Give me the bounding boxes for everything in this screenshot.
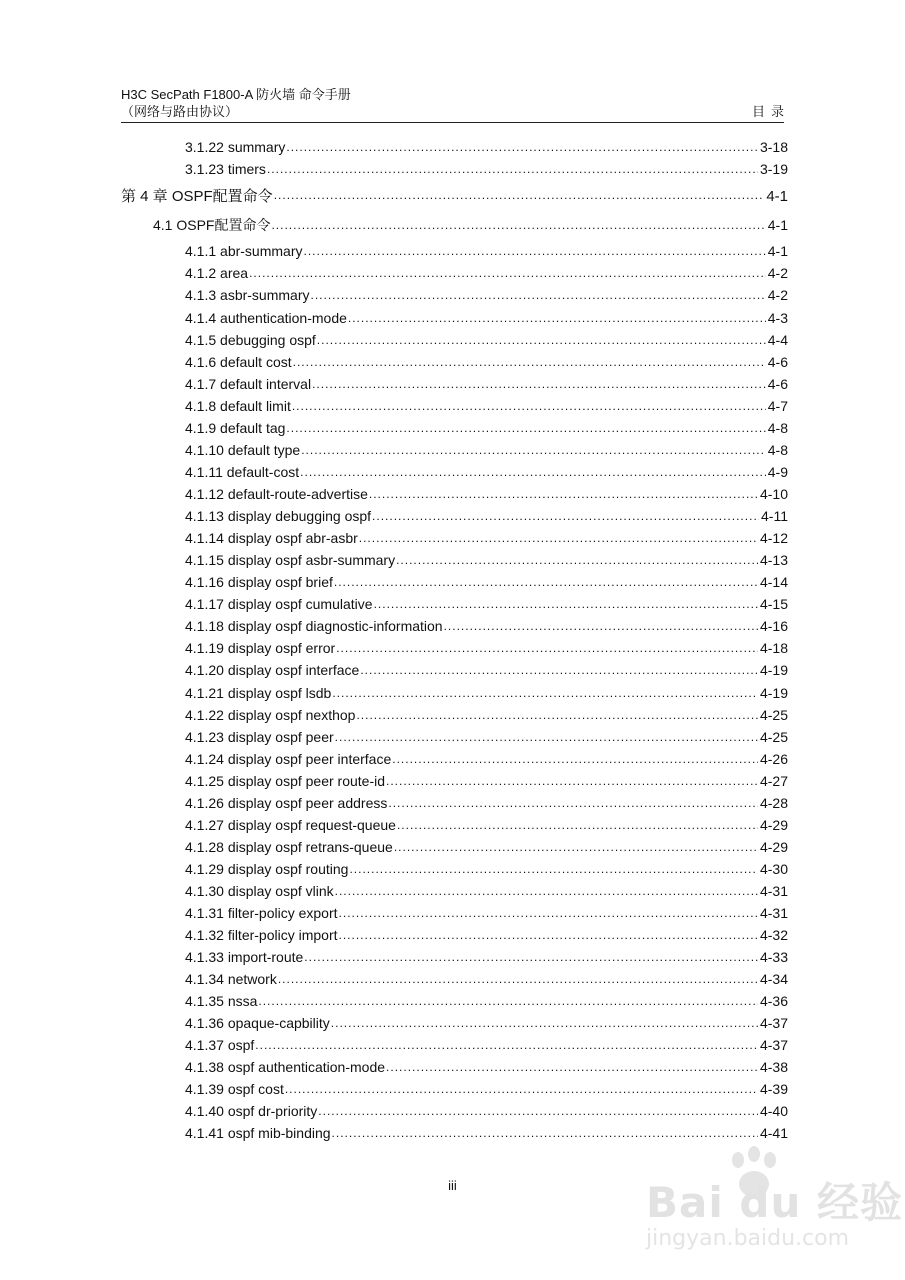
toc-entry-title: 4.1.18 display ospf diagnostic-information [185,618,443,634]
toc-entry-page: 4-4 [767,332,788,348]
toc-entry-title: 4.1.29 display ospf routing [185,861,349,877]
toc-entry[interactable] [121,187,788,207]
toc-entry[interactable] [185,573,788,591]
toc-entry-title: 4.1.32 filter-policy import [185,927,338,943]
toc-entry-title: 4.1.22 display ospf nexthop [185,707,356,723]
toc-entry-title: 4.1.1 abr-summary [185,243,303,259]
toc-entry[interactable] [185,617,788,635]
toc-entry-page: 4-16 [759,618,788,634]
toc-dot-leader [388,796,758,808]
toc-entry[interactable] [185,529,788,547]
toc-dot-leader [372,509,759,521]
toc-entry[interactable] [185,904,788,922]
toc-entry[interactable] [185,375,788,393]
toc-entry-page: 3-18 [759,139,788,155]
toc-entry-page: 4-34 [759,971,788,987]
toc-dot-leader [335,730,758,742]
toc-entry-title: 4.1.28 display ospf retrans-queue [185,839,393,855]
toc-entry-title: 4.1.11 default-cost [185,464,300,480]
toc-entry-page: 4-19 [759,685,788,701]
toc-entry-page: 4-14 [759,574,788,590]
toc-entry-page: 4-2 [767,287,788,303]
toc-entry-title: 4.1.15 display ospf asbr-summary [185,552,396,568]
toc-dot-leader [310,288,765,300]
toc-entry-page: 4-33 [759,949,788,965]
toc-dot-leader [304,950,758,962]
section-label: 目录 [751,104,790,119]
toc-dot-leader [339,928,758,940]
toc-entry-title: 4.1.37 ospf [185,1037,255,1053]
toc-entry-title: 4.1.14 display ospf abr-asbr [185,530,358,546]
toc-entry[interactable] [185,353,788,371]
toc-entry[interactable] [185,160,788,178]
toc-entry-page: 4-32 [759,927,788,943]
toc-entry-page: 4-25 [759,707,788,723]
toc-entry-page: 4-38 [759,1059,788,1075]
toc-entry-page: 4-28 [759,795,788,811]
toc-entry[interactable] [185,1036,788,1054]
toc-entry-title: 4.1.7 default interval [185,376,312,392]
toc-entry-page: 4-1 [767,217,788,233]
toc-entry-title: 4.1.25 display ospf peer route-id [185,773,386,789]
toc-entry[interactable] [185,1124,788,1142]
toc-dot-leader [278,972,758,984]
toc-dot-leader [396,553,758,565]
toc-dot-leader [332,686,758,698]
toc-entry-page: 4-31 [759,905,788,921]
toc-entry-page: 4-41 [759,1125,788,1141]
toc-entry[interactable] [185,639,788,657]
toc-dot-leader [334,575,758,587]
toc-entry-page: 4-8 [767,420,788,436]
toc-entry-page: 4-37 [759,1037,788,1053]
toc-entry-title: 4.1.35 nssa [185,993,258,1009]
toc-entry-title: 4.1.33 import-route [185,949,304,965]
toc-dot-leader [392,752,758,764]
toc-entry-title: 4.1.21 display ospf lsdb [185,685,332,701]
toc-entry[interactable] [185,309,788,327]
toc-entry[interactable] [185,728,788,746]
toc-entry[interactable] [185,926,788,944]
toc-entry-page: 4-9 [767,464,788,480]
toc-dot-leader [286,421,765,433]
toc-entry-title: 4.1.3 asbr-summary [185,287,310,303]
toc-entry-page: 4-36 [759,993,788,1009]
toc-entry-title: 4.1.40 ospf dr-priority [185,1103,318,1119]
toc-entry[interactable] [185,485,788,503]
toc-entry[interactable] [153,216,788,234]
toc-entry-page: 4-29 [759,839,788,855]
toc-dot-leader [303,244,765,256]
toc-entry-title: 4.1.2 area [185,265,249,281]
toc-entry-page: 4-1 [767,243,788,259]
toc-dot-leader [339,906,758,918]
toc-entry-page: 4-19 [759,662,788,678]
toc-entry-page: 4-12 [759,530,788,546]
toc-entry-title: 第 4 章 OSPF配置命令 [121,188,273,205]
toc-entry-page: 4-7 [767,398,788,414]
toc-dot-leader [332,1126,758,1138]
toc-dot-leader [317,333,766,345]
toc-entry-title: 4.1.9 default tag [185,420,286,436]
toc-entry[interactable] [185,595,788,613]
toc-entry[interactable] [185,286,788,304]
toc-entry[interactable] [185,441,788,459]
toc-entry-title: 4.1.4 authentication-mode [185,310,347,326]
toc-entry-title: 4.1.38 ospf authentication-mode [185,1059,386,1075]
toc-entry[interactable] [185,816,788,834]
toc-dot-leader [286,140,758,152]
toc-entry-title: 4.1.16 display ospf brief [185,574,333,590]
toc-dot-leader [331,1016,758,1028]
toc-entry[interactable] [185,860,788,878]
toc-entry[interactable] [185,882,788,900]
toc-entry-page: 4-39 [759,1081,788,1097]
toc-entry-title: 4.1.20 display ospf interface [185,662,360,678]
toc-dot-leader [249,266,766,278]
watermark-url: jingyan.baidu.com [646,1226,850,1251]
toc-entry-title: 4.1.17 display ospf cumulative [185,596,373,612]
toc-entry-page: 4-1 [766,188,788,205]
toc-entry-page: 4-15 [759,596,788,612]
toc-entry[interactable] [185,138,788,156]
toc-entry[interactable] [185,750,788,768]
toc-entry-title: 4.1.30 display ospf vlink [185,883,334,899]
toc-entry[interactable] [185,948,788,966]
toc-entry-title: 4.1.23 display ospf peer [185,729,334,745]
toc-dot-leader [444,619,758,631]
toc-entry-title: 4.1.19 display ospf error [185,640,336,656]
toc-entry[interactable] [185,551,788,569]
toc-entry-title: 4.1.31 filter-policy export [185,905,338,921]
toc-entry-page: 3-19 [759,161,788,177]
toc-entry[interactable] [185,1014,788,1032]
toc-dot-leader [397,818,758,830]
toc-dot-leader [359,531,758,543]
toc-dot-leader [360,663,758,675]
toc-entry-page: 4-27 [759,773,788,789]
toc-entry-page: 4-6 [767,354,788,370]
toc-entry-page: 4-11 [761,508,788,524]
toc-entry-title: 4.1.6 default cost [185,354,292,370]
toc-entry-page: 4-2 [767,265,788,281]
toc-dot-leader [369,487,758,499]
toc-entry-page: 4-18 [759,640,788,656]
toc-entry-title: 4.1.26 display ospf peer address [185,795,388,811]
toc-entry-page: 4-30 [759,861,788,877]
toc-dot-leader [274,189,765,201]
toc-entry-page: 4-13 [759,552,788,568]
toc-entry-page: 4-8 [767,442,788,458]
toc-entry-title: 3.1.23 timers [185,161,266,177]
toc-entry[interactable] [185,838,788,856]
toc-dot-leader [292,399,766,411]
toc-entry-title: 4.1.12 default-route-advertise [185,486,368,502]
toc-entry[interactable] [185,1058,788,1076]
toc-entry-page: 4-37 [759,1015,788,1031]
toc-dot-leader [318,1104,758,1116]
toc-entry-title: 4.1.24 display ospf peer interface [185,751,392,767]
toc-dot-leader [293,355,766,367]
toc-dot-leader [386,774,758,786]
toc-entry-title: 4.1.10 default type [185,442,301,458]
toc-entry[interactable] [185,331,788,349]
toc-entry-title: 4.1.5 debugging ospf [185,332,316,348]
toc-entry-title: 3.1.22 summary [185,139,286,155]
toc-entry-page: 4-10 [759,486,788,502]
toc-dot-leader [301,443,766,455]
toc-dot-leader [336,641,758,653]
toc-entry[interactable] [185,661,788,679]
toc-entry-page: 4-3 [767,310,788,326]
toc-dot-leader [349,862,758,874]
toc-dot-leader [312,377,766,389]
toc-entry[interactable] [185,772,788,790]
toc-entry-title: 4.1.41 ospf mib-binding [185,1125,331,1141]
toc-dot-leader [386,1060,758,1072]
toc-entry[interactable] [185,264,788,282]
toc-dot-leader [374,597,758,609]
toc-entry-page: 4-31 [759,883,788,899]
toc-entry-page: 4-25 [759,729,788,745]
baidu-jingyan-watermark [640,1146,903,1264]
toc-entry-title: 4.1.27 display ospf request-queue [185,817,396,833]
toc-entry[interactable] [185,507,788,525]
manual-subtitle: （网络与路由协议） [121,104,239,119]
toc-entry[interactable] [185,706,788,724]
page-number: iii [448,1178,457,1193]
toc-entry-page: 4-29 [759,817,788,833]
toc-entry[interactable] [185,992,788,1010]
toc-entry[interactable] [185,419,788,437]
toc-entry[interactable] [185,794,788,812]
toc-dot-leader [285,1082,758,1094]
toc-dot-leader [271,218,765,230]
toc-entry[interactable] [185,970,788,988]
toc-entry-title: 4.1.13 display debugging ospf [185,508,372,524]
toc-dot-leader [348,311,766,323]
toc-entry-page: 4-6 [767,376,788,392]
toc-dot-leader [300,465,766,477]
toc-dot-leader [394,840,758,852]
watermark-logo-text: Bai du 经验 [646,1178,903,1227]
toc-entry-page: 4-40 [759,1103,788,1119]
toc-dot-leader [255,1038,758,1050]
manual-title: H3C SecPath F1800-A 防火墙 命令手册 [121,87,351,102]
toc-dot-leader [356,708,758,720]
toc-entry[interactable] [185,463,788,481]
toc-entry-title: 4.1.39 ospf cost [185,1081,284,1097]
toc-entry[interactable] [185,1102,788,1120]
toc-entry[interactable] [185,684,788,702]
toc-entry-title: 4.1.34 network [185,971,277,987]
toc-dot-leader [258,994,758,1006]
toc-dot-leader [335,884,758,896]
toc-entry[interactable] [185,242,788,260]
toc-entry-title: 4.1.36 opaque-capbility [185,1015,330,1031]
toc-dot-leader [267,162,758,174]
toc-entry[interactable] [185,1080,788,1098]
toc-entry-title: 4.1.8 default limit [185,398,291,414]
toc-entry-page: 4-26 [759,751,788,767]
toc-entry[interactable] [185,397,788,415]
toc-entry-title: 4.1 OSPF配置命令 [153,217,271,233]
